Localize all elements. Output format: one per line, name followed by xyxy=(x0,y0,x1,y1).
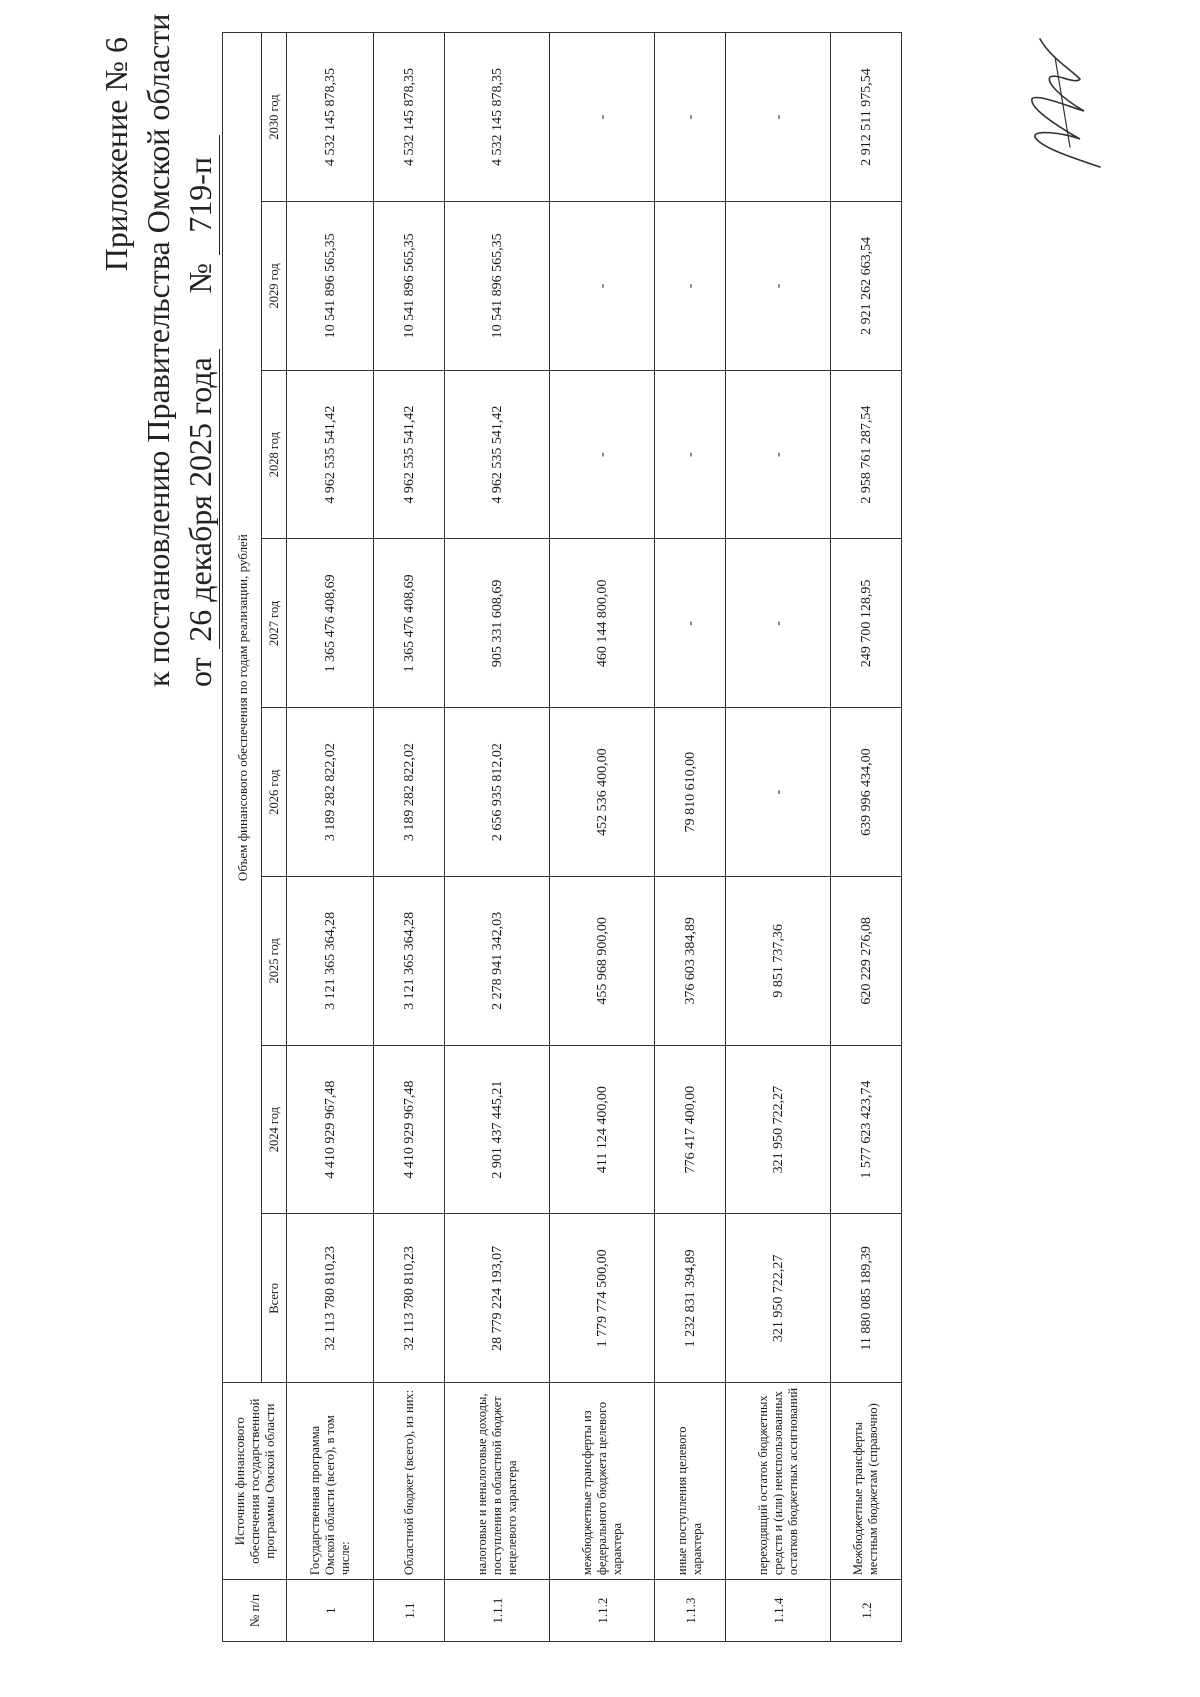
header-year: 2024 год xyxy=(262,1045,287,1214)
cell-value: - xyxy=(726,370,831,539)
cell-value: 620 229 276,08 xyxy=(831,877,902,1046)
cell-value: 3 189 282 822,02 xyxy=(374,708,445,877)
cell-value: - xyxy=(550,202,655,371)
header-year: 2029 год xyxy=(262,202,287,371)
cell-value: - xyxy=(655,370,726,539)
table-row xyxy=(287,33,374,1642)
cell-value: 4 962 535 541,42 xyxy=(445,370,550,539)
cell-value: 1 577 623 423,74 xyxy=(831,1045,902,1214)
cell-value: 460 144 800,00 xyxy=(550,539,655,708)
header-year: 2027 год xyxy=(262,539,287,708)
table-row xyxy=(445,33,550,1642)
cell-value: - xyxy=(550,370,655,539)
row-number: 1.1.1 xyxy=(445,1580,550,1642)
financing-table xyxy=(222,32,902,1642)
header-year: 2030 год xyxy=(262,33,287,202)
table-row xyxy=(726,33,831,1642)
table-row xyxy=(831,33,902,1642)
financing-table-container xyxy=(222,32,902,1642)
cell-value: 3 121 365 364,28 xyxy=(287,877,374,1046)
row-number: 1.1.3 xyxy=(655,1580,726,1642)
cell-value: 2 921 262 663,54 xyxy=(831,202,902,371)
cell-value: 2 958 761 287,54 xyxy=(831,370,902,539)
cell-value: 10 541 896 565,35 xyxy=(374,202,445,371)
cell-value: 1 232 831 394,89 xyxy=(655,1214,726,1383)
cell-value: 905 331 608,69 xyxy=(445,539,550,708)
cell-value: 10 541 896 565,35 xyxy=(445,202,550,371)
cell-value: 321 950 722,27 xyxy=(726,1045,831,1214)
cell-value: - xyxy=(726,33,831,202)
row-label: Областной бюджет (всего), из них: xyxy=(374,1383,445,1580)
cell-value: 376 603 384,89 xyxy=(655,877,726,1046)
header-year: 2026 год xyxy=(262,708,287,877)
cell-value: 4 962 535 541,42 xyxy=(374,370,445,539)
cell-value: 1 779 774 500,00 xyxy=(550,1214,655,1383)
row-number: 1.1.2 xyxy=(550,1580,655,1642)
header-year: 2025 год xyxy=(262,877,287,1046)
signature-icon xyxy=(1010,27,1120,177)
cell-value: 4 410 929 967,48 xyxy=(287,1045,374,1214)
row-number: 1.2 xyxy=(831,1580,902,1642)
cell-value: 4 532 145 878,35 xyxy=(287,33,374,202)
cell-value: 411 124 400,00 xyxy=(550,1045,655,1214)
resolution-number: 719-п xyxy=(181,135,220,255)
row-label: Государственная программа Омской области (всего), в том числе: xyxy=(287,1383,374,1580)
cell-value: 2 656 935 812,02 xyxy=(445,708,550,877)
header-year: 2028 год xyxy=(262,370,287,539)
row-number: 1.1 xyxy=(374,1580,445,1642)
resolution-reference: к постановлению Правительства Омской области xyxy=(140,13,176,687)
cell-value: - xyxy=(655,202,726,371)
cell-value: 32 113 780 810,23 xyxy=(287,1214,374,1383)
number-sign: № xyxy=(182,262,218,294)
appendix-title: Приложение № 6 xyxy=(98,37,134,272)
cell-value: 2 278 941 342,03 xyxy=(445,877,550,1046)
row-label: иные поступления целевого характера xyxy=(655,1383,726,1580)
cell-value: 4 532 145 878,35 xyxy=(445,33,550,202)
cell-value: 4 410 929 967,48 xyxy=(374,1045,445,1214)
cell-value: 4 962 535 541,42 xyxy=(287,370,374,539)
cell-value: - xyxy=(726,708,831,877)
table-row xyxy=(550,33,655,1642)
cell-value: 2 912 511 975,54 xyxy=(831,33,902,202)
cell-value: 79 810 610,00 xyxy=(655,708,726,877)
header-year: Всего xyxy=(262,1214,287,1383)
header-volume-group: Объем финансового обеспечения по годам реализации, рублей xyxy=(223,33,262,1383)
row-label: переходящий остаток бюджетных средств и (или) неиспользованных остатков бюджетных ассигнований xyxy=(726,1383,831,1580)
document-header xyxy=(95,13,221,687)
resolution-date: 26 декабря 2025 года xyxy=(181,349,220,649)
table-row xyxy=(655,33,726,1642)
row-number: 1 xyxy=(287,1580,374,1642)
cell-value: 28 779 224 193,07 xyxy=(445,1214,550,1383)
cell-value: 9 851 737,36 xyxy=(726,877,831,1046)
cell-value: - xyxy=(655,539,726,708)
cell-value: 1 365 476 408,69 xyxy=(287,539,374,708)
resolution-date-line xyxy=(179,37,221,687)
cell-value: 452 536 400,00 xyxy=(550,708,655,877)
cell-value: 249 700 128,95 xyxy=(831,539,902,708)
cell-value: 3 189 282 822,02 xyxy=(287,708,374,877)
row-label: Межбюджетные трансферты местным бюджетам (справочно) xyxy=(831,1383,902,1580)
cell-value: - xyxy=(726,202,831,371)
header-source: Источник финансового обеспечения государственной программы Омской области xyxy=(223,1383,287,1580)
cell-value: 10 541 896 565,35 xyxy=(287,202,374,371)
cell-value: - xyxy=(726,539,831,708)
cell-value: - xyxy=(550,33,655,202)
cell-value: 2 901 437 445,21 xyxy=(445,1045,550,1214)
cell-value: - xyxy=(655,33,726,202)
from-word: от xyxy=(182,657,218,687)
cell-value: 32 113 780 810,23 xyxy=(374,1214,445,1383)
row-label: налоговые и неналоговые доходы, поступления в областной бюджет нецелевого характера xyxy=(445,1383,550,1580)
cell-value: 1 365 476 408,69 xyxy=(374,539,445,708)
row-number: 1.1.4 xyxy=(726,1580,831,1642)
cell-value: 321 950 722,27 xyxy=(726,1214,831,1383)
header-number: № п/п xyxy=(223,1580,287,1642)
row-label: межбюджетные трансферты из федерального бюджета целевого характера xyxy=(550,1383,655,1580)
cell-value: 4 532 145 878,35 xyxy=(374,33,445,202)
cell-value: 11 880 085 189,39 xyxy=(831,1214,902,1383)
cell-value: 455 968 900,00 xyxy=(550,877,655,1046)
table-row xyxy=(374,33,445,1642)
cell-value: 3 121 365 364,28 xyxy=(374,877,445,1046)
cell-value: 639 996 434,00 xyxy=(831,708,902,877)
cell-value: 776 417 400,00 xyxy=(655,1045,726,1214)
